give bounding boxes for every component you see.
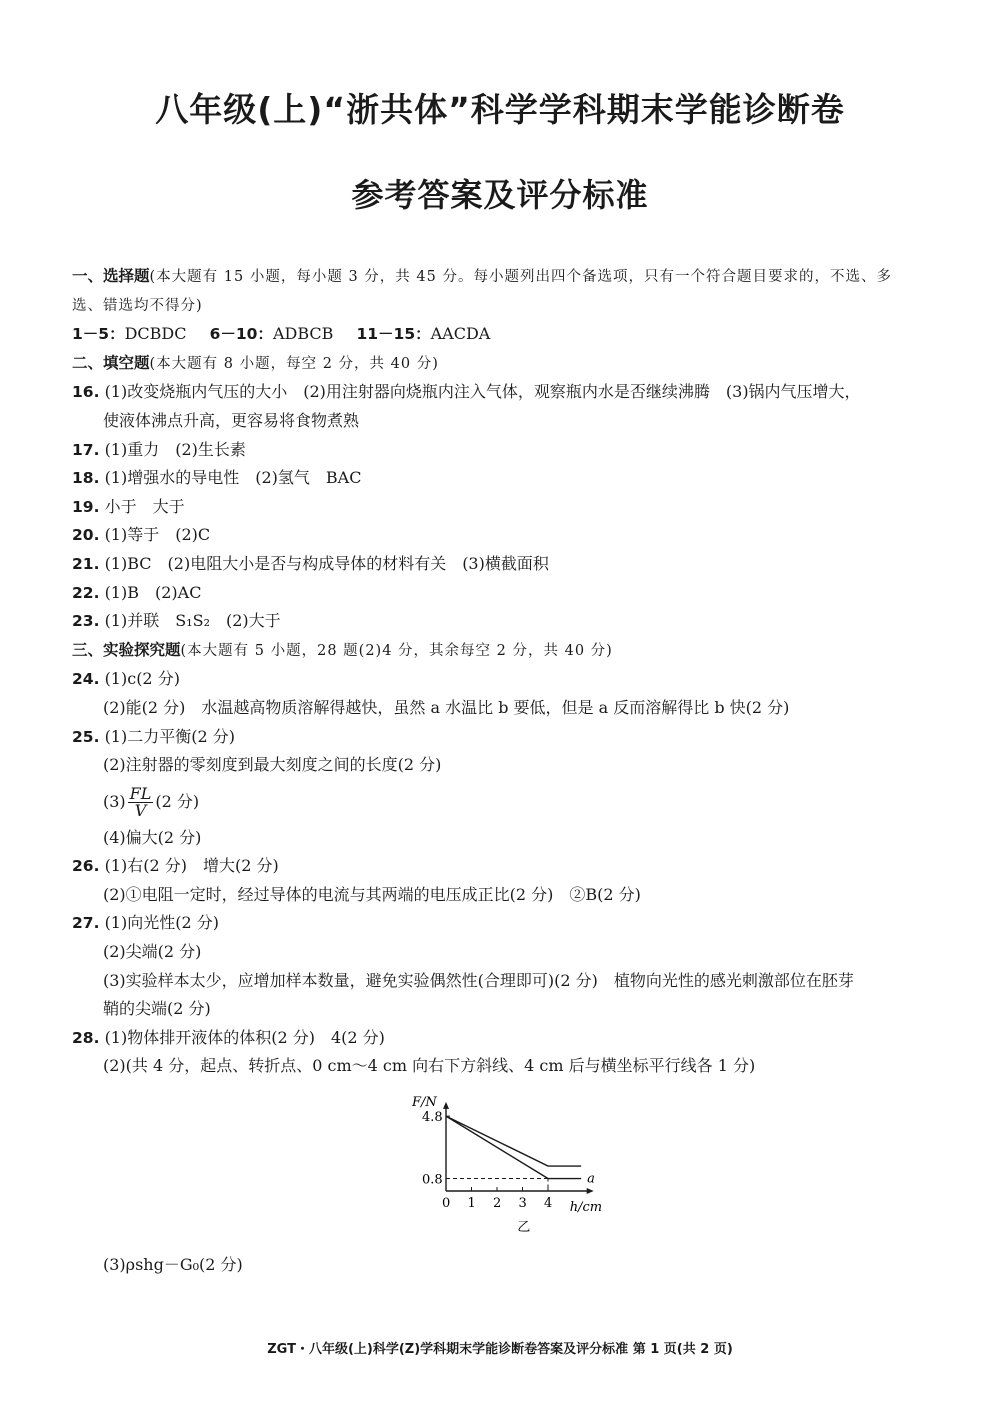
choice-answer-3: AACDA [430, 324, 491, 344]
answer-content [72, 262, 932, 1280]
x-tick-label: 2 [493, 1196, 502, 1212]
answer-21 [72, 550, 932, 579]
answer-27-part-3-cont: 鞘的尖端(2 分) [103, 999, 211, 1019]
answer-16-cont: 使液体沸点升高，更容易将食物煮熟 [103, 410, 360, 430]
question-number: 28. [72, 1028, 100, 1047]
answer-text: (1)c(2 分) [104, 669, 180, 689]
answer-text: (1)二力平衡(2 分) [104, 726, 235, 746]
choice-range-1: 1－5： [72, 325, 125, 344]
answer-27 [72, 909, 932, 938]
y-axis-label: F/N [412, 1094, 437, 1110]
answer-22 [72, 579, 932, 608]
answer-28-part-2: (2)(共 4 分，起点、转折点、0 cm～4 cm 向右下方斜线、4 cm 后与横坐标平行线各 1 分) [103, 1056, 756, 1076]
answer-27-part-3: (3)实验样本太少，应增加样本数量，避免实验偶然性(合理即可)(2 分) 植物向光性的感光刺激部位在胚芽 [103, 970, 854, 990]
answer-16 [72, 378, 932, 407]
fraction-numerator: FL [129, 783, 152, 803]
part-label: (3) [103, 791, 126, 811]
y-axis-arrow [443, 1102, 449, 1109]
page-subtitle: 参考答案及评分标准 [351, 176, 649, 214]
x-tick-label: 4 [544, 1196, 553, 1212]
force-depth-graph [72, 1081, 932, 1247]
section-1-desc-cont: 选、错选均不得分) [72, 297, 203, 314]
answer-19 [72, 493, 932, 522]
question-number: 23. [72, 612, 100, 631]
answer-26-part-2: (2)①电阻一定时，经过导体的电流与其两端的电压成正比(2 分) ②B(2 分) [103, 884, 641, 904]
question-number: 16. [72, 383, 100, 402]
answer-text: (1)等于 (2)C [104, 525, 211, 545]
x-axis-arrow [587, 1188, 594, 1194]
answer-24 [72, 665, 932, 694]
series-line-reference [446, 1116, 581, 1166]
answer-text: (1)向光性(2 分) [104, 913, 219, 933]
x-tick-label: 1 [467, 1196, 476, 1212]
answer-text: (1)重力 (2)生长素 [104, 439, 246, 459]
answer-27-part-2: (2)尖端(2 分) [103, 942, 202, 962]
question-number: 25. [72, 727, 100, 746]
answer-25 [72, 723, 932, 752]
page-title: 八年级(上)“浙共体”科学学科期末学能诊断卷 [155, 90, 845, 129]
section-3-title: 三、实验探究题 [72, 640, 181, 659]
answer-25-part-4: (4)偏大(2 分) [103, 827, 202, 847]
answer-23 [72, 607, 932, 636]
answer-18 [72, 464, 932, 493]
choice-range-3: 11－15： [356, 325, 431, 344]
answer-text: (1)并联 S₁S₂ (2)大于 [104, 611, 281, 631]
section-3-desc: (本大题有 5 小题，28 题(2)4 分，其余每空 2 分，共 40 分) [180, 642, 613, 659]
choice-answer-2: ADBCB [272, 324, 334, 344]
answer-28-part-3: (3)ρshg－G₀(2 分) [103, 1255, 243, 1275]
answer-20 [72, 521, 932, 550]
answer-25-part-3 [72, 780, 932, 824]
series-label: a [587, 1171, 595, 1187]
choice-range-2: 6－10： [209, 325, 273, 344]
answer-text: (1)右(2 分) 增大(2 分) [104, 856, 279, 876]
answer-text: (1)物体排开液体的体积(2 分) 4(2 分) [104, 1027, 385, 1047]
y-tick-label: 0.8 [422, 1172, 443, 1188]
x-tick-label: 3 [518, 1196, 527, 1212]
chart-svg [404, 1081, 664, 1241]
question-number: 18. [72, 469, 100, 488]
fraction-formula [128, 783, 154, 820]
question-number: 19. [72, 497, 100, 516]
chart-caption: 乙 [517, 1220, 531, 1236]
answer-text: (1)改变烧瓶内气压的大小 (2)用注射器向烧瓶内注入气体，观察瓶内水是否继续沸腾 (3)锅内气压增大， [104, 382, 861, 402]
section-1-desc: (本大题有 15 小题，每小题 3 分，共 45 分。每小题列出四个备选项，只有一个符合题目要求的，不选、多 [149, 269, 892, 285]
y-tick-label: 4.8 [422, 1110, 443, 1126]
section-2-header [72, 349, 932, 379]
section-1-header [72, 262, 932, 292]
question-number: 26. [72, 857, 100, 876]
answer-text: 小于 大于 [104, 496, 185, 516]
section-2-desc: (本大题有 8 小题，每空 2 分，共 40 分) [149, 355, 439, 372]
section-3-header [72, 636, 932, 666]
choice-answer-1: DCBDC [124, 324, 187, 344]
question-number: 27. [72, 914, 100, 933]
question-number: 20. [72, 526, 100, 545]
answer-text: (1)B (2)AC [104, 582, 202, 602]
choice-answers [72, 320, 932, 349]
question-number: 21. [72, 554, 100, 573]
part-score: (2 分) [155, 791, 200, 811]
fraction-denominator: V [134, 800, 147, 820]
question-number: 24. [72, 670, 100, 689]
x-tick-label: 0 [442, 1196, 451, 1212]
section-2-title: 二、填空题 [72, 353, 150, 372]
question-number: 22. [72, 583, 100, 602]
answer-24-part-2: (2)能(2 分) 水温越高物质溶解得越快，虽然 a 水温比 b 要低，但是 a 反而溶解得比 b 快(2 分) [103, 697, 790, 717]
answer-28 [72, 1024, 932, 1053]
answer-26 [72, 852, 932, 881]
section-1-title: 一、选择题 [72, 267, 150, 285]
answer-25-part-2: (2)注射器的零刻度到最大刻度之间的长度(2 分) [103, 755, 442, 775]
page-footer: ZGT・八年级(上)科学(Z)学科期末学能诊断卷答案及评分标准 第 1 页(共 2 页) [267, 1342, 733, 1357]
question-number: 17. [72, 440, 100, 459]
answer-text: (1)BC (2)电阻大小是否与构成导体的材料有关 (3)横截面积 [104, 553, 549, 573]
answer-text: (1)增强水的导电性 (2)氢气 BAC [104, 468, 362, 488]
answer-17 [72, 436, 932, 465]
x-axis-label: h/cm [569, 1200, 603, 1216]
